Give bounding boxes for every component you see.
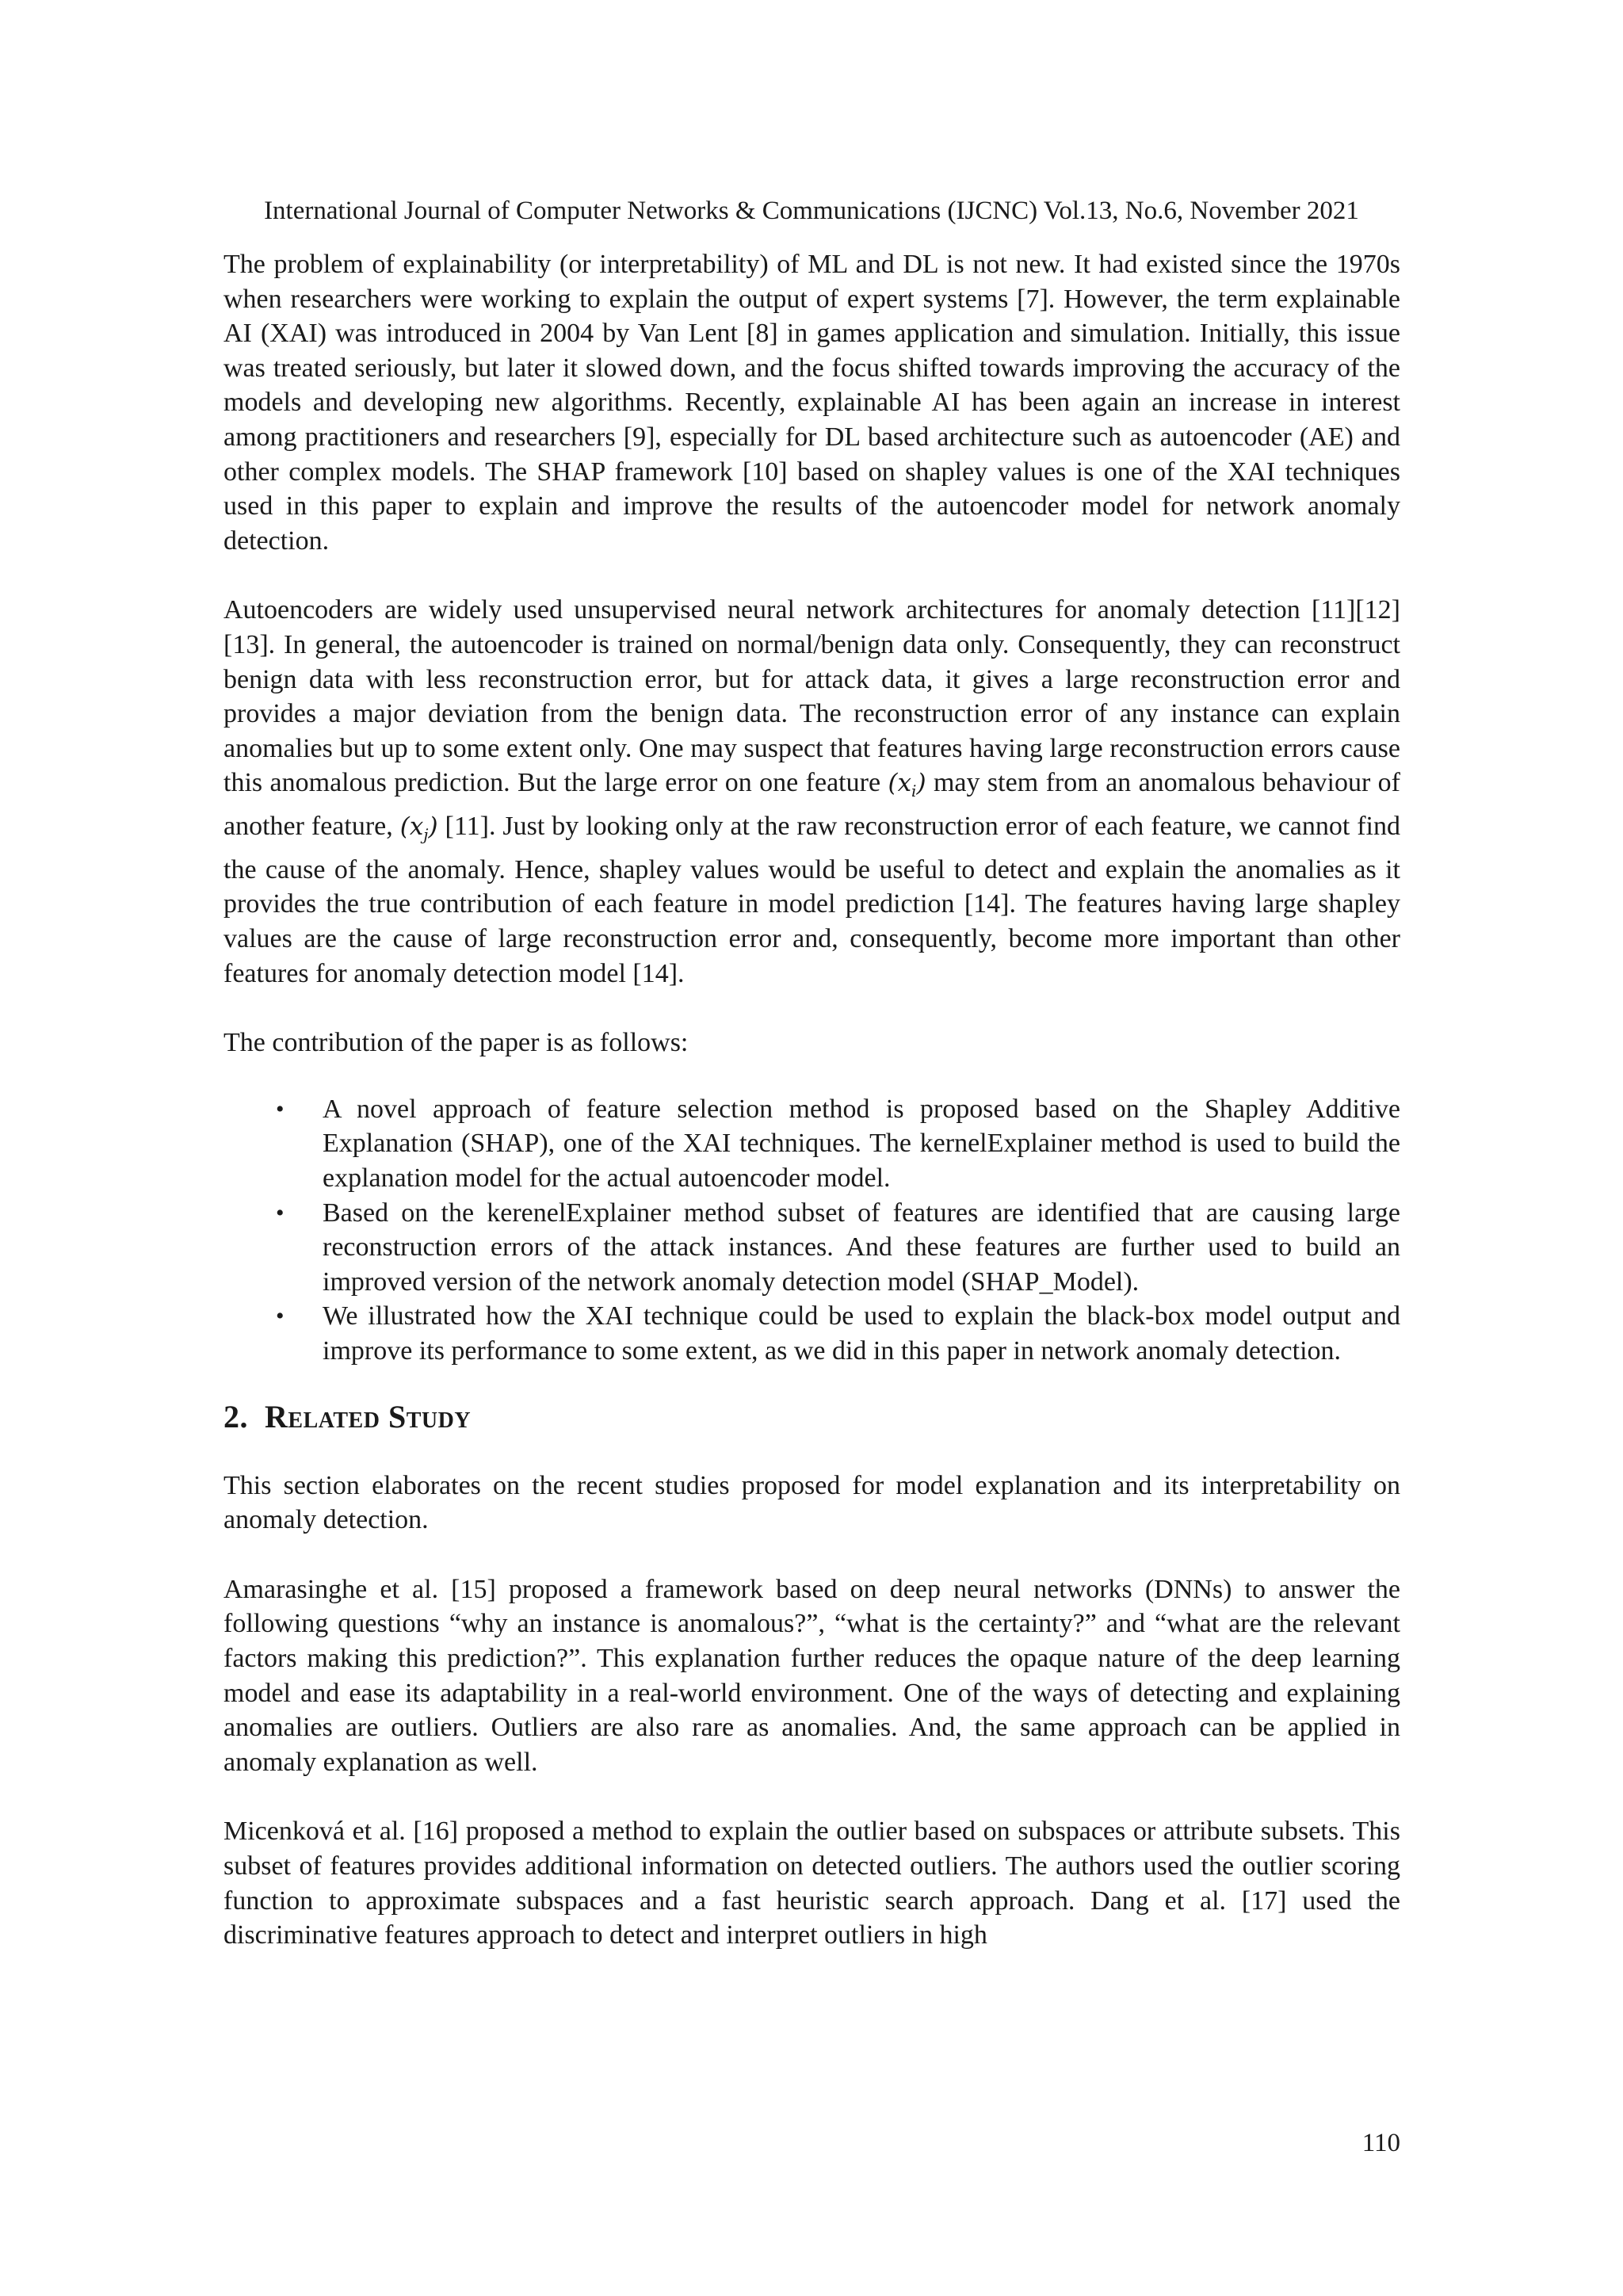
paragraph-autoencoders-part-a: Autoencoders are widely used unsupervised neural network architectures for anomaly detection [11][12][13]. In general, the autoencoder is trained on normal/benign data only. Consequently, they can reconstruct benign data with less reconstruction error, but for attack data, it gives a large reconstruction error and provides a major deviation from the benign data. The reconstruction error of any instance can explain anomalies but up to some extent only. One may suspect that features having large reconstruction errors cause this anomalous prediction. But the large error on one feature (223, 595, 1400, 798)
section-title: Related Study (265, 1398, 472, 1435)
section-number: 2. (223, 1398, 248, 1435)
paragraph-micenkova: Micenková et al. [16] proposed a method to explain the outlier based on subspaces or attribute subsets. This subset of features provides additional information on detected outliers. The authors used the outlier scoring function to approximate subspaces and a fast heuristic search approach. Dang et al. [17] used the discriminative features approach to detect and interpret outliers in high (223, 1817, 1400, 1950)
page-number: 110 (1361, 2129, 1400, 2157)
section-heading-related-study (223, 1397, 1400, 1437)
bullet-icon: • (276, 1095, 285, 1122)
paragraph-amarasinghe: Amarasinghe et al. [15] proposed a framework based on deep neural networks (DNNs) to answer the following questions “why an instance is anomalous?”, “what is the certainty?” and “what are the relevant factors making this prediction?”. This explanation further reduces the opaque nature of the deep learning model and ease its adaptability in a real-world environment. One of the ways of detecting and explaining anomalies are outliers. Outliers are also rare as anomalies. And, the same approach can be applied in anomaly explanation as well. (223, 1574, 1400, 1777)
paragraph-autoencoders-part-b: may stem from an anomalous behaviour of another feature, (223, 768, 1401, 842)
paragraph-xai-history: The problem of explainability (or interpretability) of ML and DL is not new. It had existed since the 1970s when researchers were working to explain the output of expert systems [7]. However, the term explainable AI (XAI) was introduced in 2004 by Van Lent [8] in games application and simulation. Initially, this issue was treated seriously, but later it slowed down, and the focus shifted towards improving the accuracy of the models and developing new algorithms. Recently, explainable AI has been again an increase in interest among practitioners and researchers [9], especially for DL based architecture such as autoencoder (AE) and other complex models. The SHAP framework [10] based on shapley values is one of the XAI techniques used in this paper to explain and improve the results of the autoencoder model for network anomaly detection. (223, 250, 1400, 556)
running-header: International Journal of Computer Networks & Communications (IJCNC) Vol.13, No.6, November 2021 (264, 197, 1359, 225)
bullet-icon: • (276, 1303, 285, 1330)
math-x-j: $(x_j)$ (399, 812, 438, 845)
list-item: • A novel approach of feature selection method is proposed based on the Shapley Additive Explanation (SHAP), one of the XAI techniques. The kernelExplainer method is used to build the explanation model for the actual autoencoder model. (223, 1092, 1400, 1196)
contribution-list (223, 1092, 1400, 1369)
paragraph-autoencoders-part-c: [11]. Just by looking only at the raw reconstruction error of each feature, we cannot find the cause of the anomaly. Hence, shapley values would be useful to detect and explain the anomalies as it provides the true contribution of each feature in model prediction [14]. The features having large shapley values are the cause of large reconstruction error and, consequently, become more important than other features for anomaly detection model [14]. (223, 812, 1400, 988)
paragraph-contribution-intro: The contribution of the paper is as follows: (223, 1028, 689, 1058)
list-item: • We illustrated how the XAI technique could be used to explain the black-box model output and improve its performance to some extent, as we did in this paper in network anomaly detection. (223, 1299, 1400, 1368)
body-text (223, 247, 1400, 1988)
bullet-icon: • (276, 1199, 285, 1226)
paragraph-autoencoders (223, 593, 1400, 991)
math-x-i: $(x_i)$ (888, 769, 926, 801)
paragraph-section-intro: This section elaborates on the recent studies proposed for model explanation and its interpretability on anomaly detection. (223, 1470, 1400, 1535)
list-item: • Based on the kerenelExplainer method subset of features are identified that are causing large reconstruction errors of the attack instances. And these features are further used to build an improved version of the network anomaly detection model (SHAP_Model). (223, 1196, 1400, 1300)
